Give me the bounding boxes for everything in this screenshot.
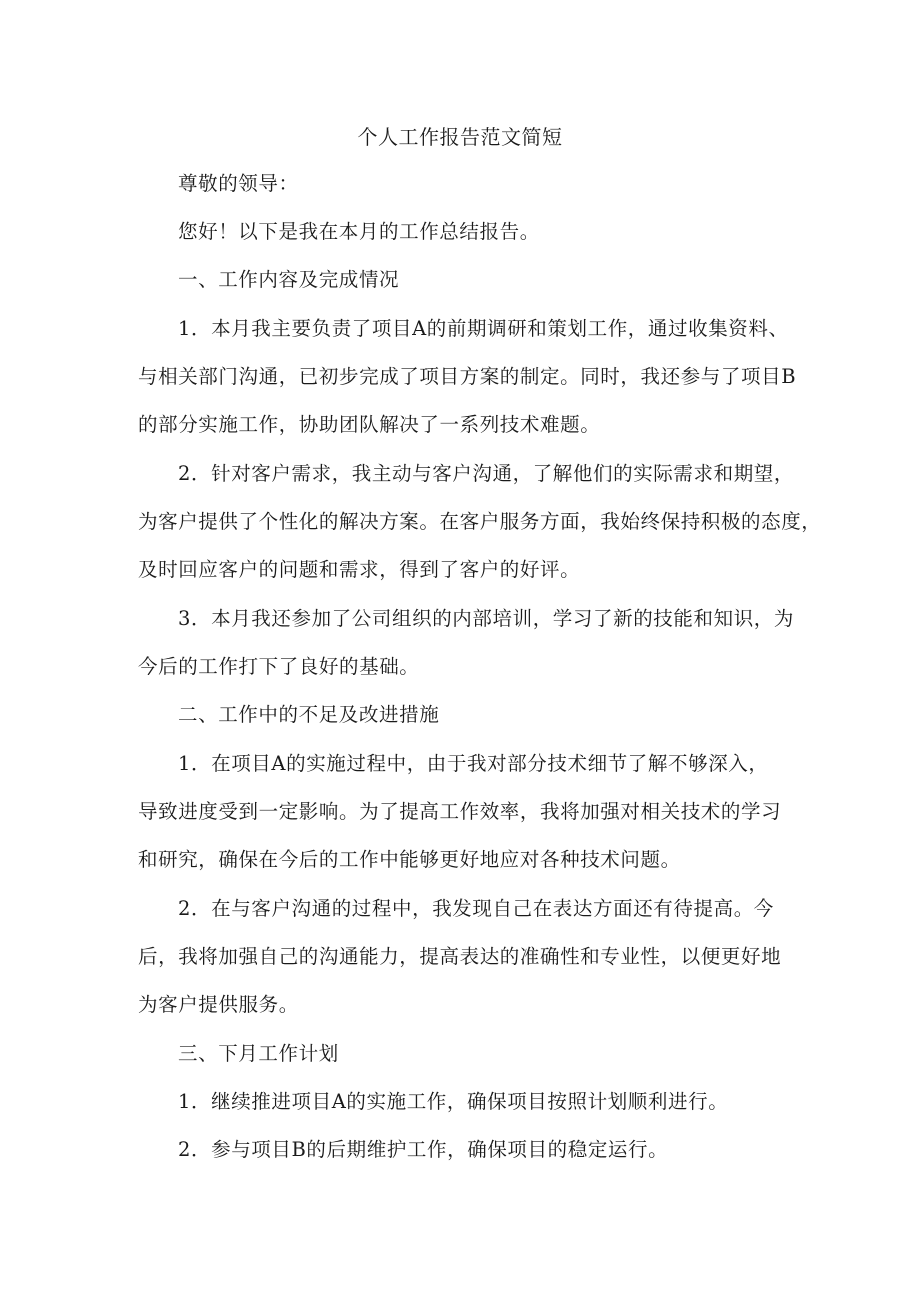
paragraph-line: 1．本月我主要负责了项目A的前期调研和策划工作，通过收集资料、 — [178, 317, 789, 340]
paragraph-line: 2．针对客户需求，我主动与客户沟通，了解他们的实际需求和期望， — [178, 462, 795, 485]
paragraph-line: 后，我将加强自己的沟通能力，提高表达的准确性和专业性，以便更好地 — [138, 945, 782, 968]
paragraph-line: 为客户提供了个性化的解决方案。在客户服务方面，我始终保持积极的态度， — [138, 510, 822, 533]
paragraph-line: 3．本月我还参加了公司组织的内部培训，学习了新的技能和知识，为 — [178, 607, 795, 630]
plan-item: 2．参与项目B的后期维护工作，确保项目的稳定运行。 — [178, 1138, 669, 1161]
paragraph-line: 为客户提供服务。 — [138, 993, 299, 1016]
plan-item: 1．继续推进项目A的实施工作，确保项目按照计划顺利进行。 — [178, 1090, 729, 1113]
section-heading-3: 三、下月工作计划 — [178, 1042, 339, 1065]
paragraph-line: 今后的工作打下了良好的基础。 — [138, 655, 420, 678]
paragraph-line: 和研究，确保在今后的工作中能够更好地应对各种技术问题。 — [138, 848, 681, 871]
section-heading-1: 一、工作内容及完成情况 — [178, 268, 400, 291]
paragraph-line: 2．在与客户沟通的过程中，我发现自己在表达方面还有待提高。今 — [178, 897, 774, 920]
paragraph-line: 导致进度受到一定影响。为了提高工作效率，我将加强对相关技术的学习 — [138, 800, 782, 823]
paragraph-line: 及时回应客户的问题和需求，得到了客户的好评。 — [138, 558, 581, 581]
paragraph-line: 1．在项目A的实施过程中，由于我对部分技术细节了解不够深入， — [178, 752, 769, 775]
salutation: 尊敬的领导： — [178, 172, 299, 195]
paragraph-line: 的部分实施工作，协助团队解决了一系列技术难题。 — [138, 413, 601, 436]
paragraph-line: 与相关部门沟通，已初步完成了项目方案的制定。同时，我还参与了项目B — [138, 365, 797, 388]
greeting: 您好！以下是我在本月的工作总结报告。 — [178, 220, 540, 243]
document-title: 个人工作报告范文简短 — [357, 125, 563, 149]
section-heading-2: 二、工作中的不足及改进措施 — [178, 703, 440, 726]
